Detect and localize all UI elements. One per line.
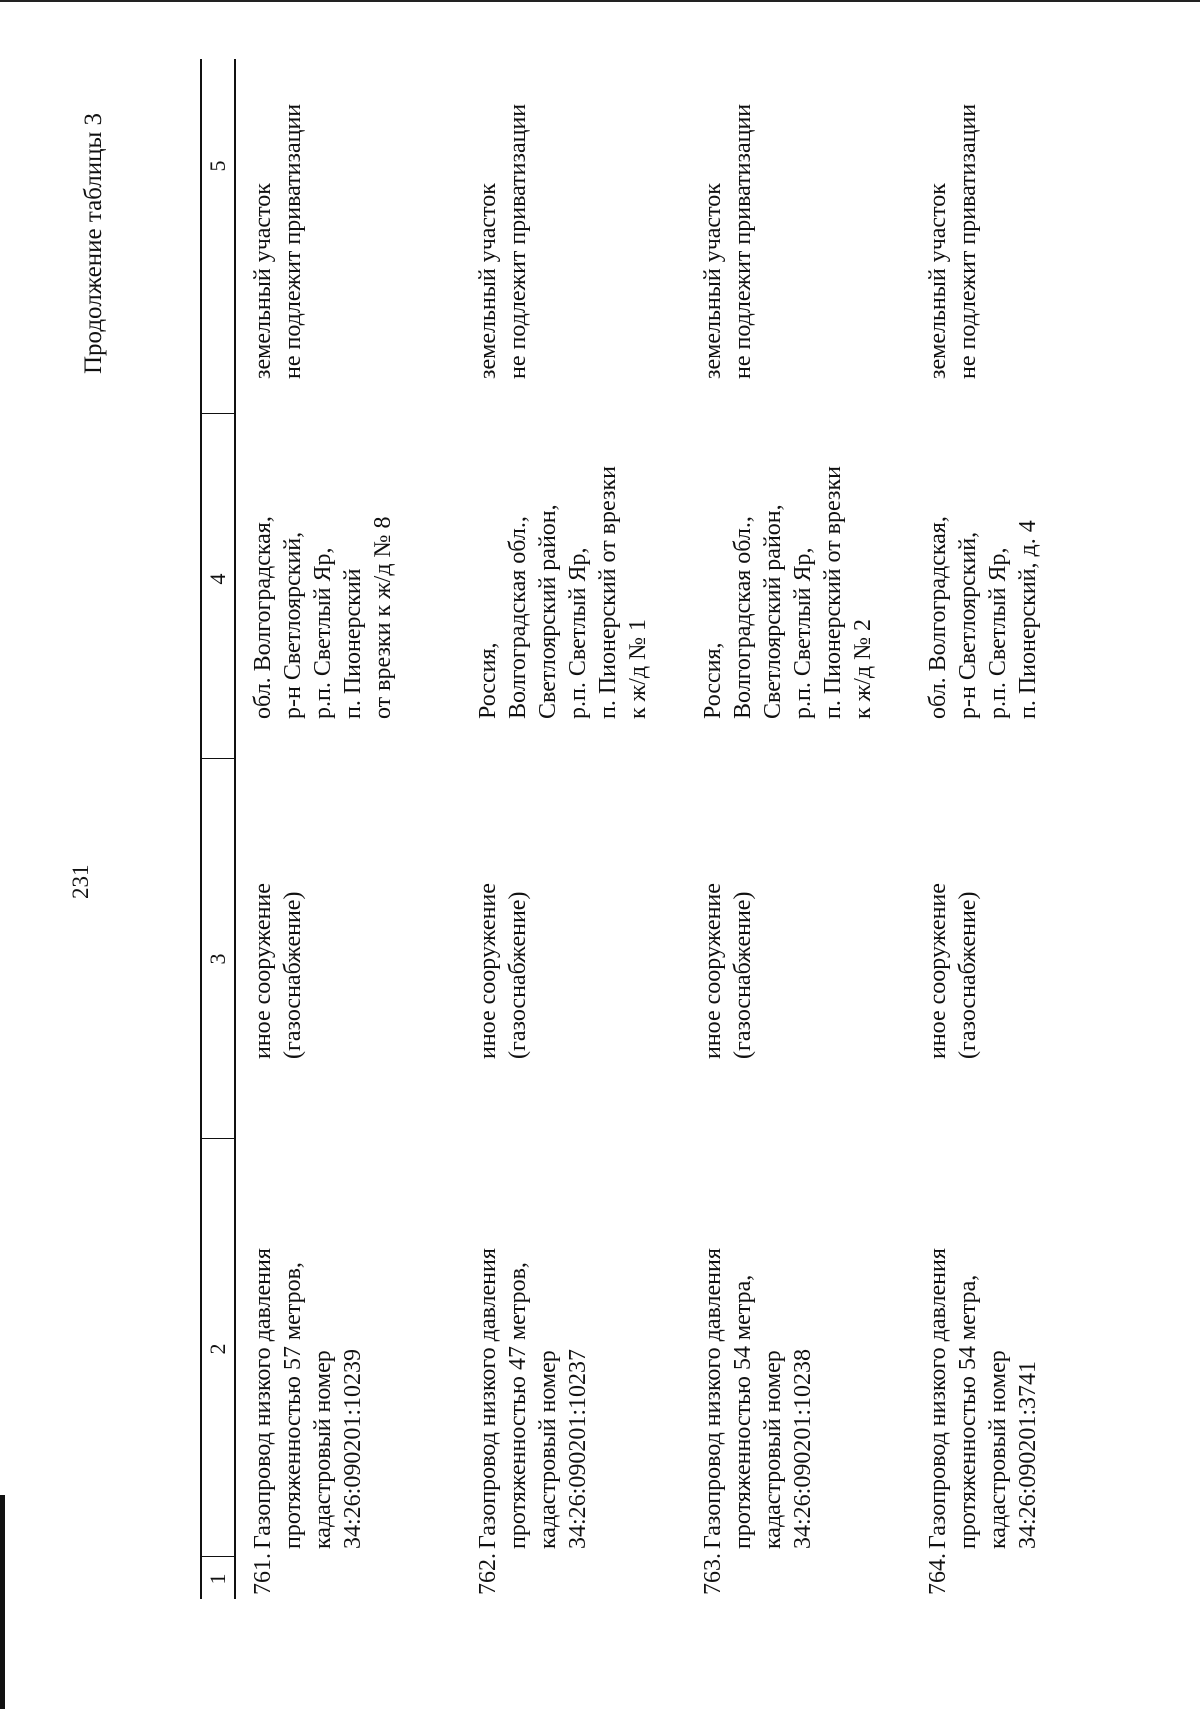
page-number: 231 (68, 864, 93, 899)
column-header-1: 1 (205, 1573, 230, 1585)
object-type: иное сооружение (газоснабжение) (700, 883, 756, 1059)
object-note: земельный участок не подлежит приватизации (475, 103, 531, 379)
object-name: Газопровод низкого давления протяженностью 54 метра, кадастровый номер 34:26:090201:10238 (700, 1248, 816, 1549)
row-number: 762. (475, 1553, 501, 1595)
object-name: Газопровод низкого давления протяженностью 54 метра, кадастровый номер 34:26:090201:3741 (925, 1248, 1041, 1549)
column-header-5: 5 (205, 160, 230, 172)
column-divider (202, 758, 234, 759)
column-header-4: 4 (205, 573, 230, 585)
table-header (202, 59, 236, 1599)
column-divider (202, 413, 234, 414)
column-header-2: 2 (205, 1343, 230, 1355)
object-address: обл. Волгоградская, р-н Светлоярский, р.п. Светлый Яр, п. Пионерский от врезки к ж/д № 8 (250, 516, 396, 719)
property-table (200, 59, 1136, 1599)
object-type: иное сооружение (газоснабжение) (250, 883, 306, 1059)
column-header-3: 3 (205, 953, 230, 965)
table-row (461, 59, 686, 1599)
table-row (911, 59, 1136, 1599)
object-type: иное сооружение (газоснабжение) (925, 883, 981, 1059)
object-name: Газопровод низкого давления протяженностью 57 метров, кадастровый номер 34:26:090201:10239 (250, 1248, 366, 1549)
column-divider (202, 1556, 234, 1557)
object-address: обл. Волгоградская, р-н Светлоярский, р.п. Светлый Яр, п. Пионерский, д. 4 (925, 516, 1041, 719)
object-address: Россия, Волгоградская обл., Светлоярский район, р.п. Светлый Яр, п. Пионерский от врезки к ж/д № 2 (700, 466, 876, 719)
row-number: 764. (925, 1553, 951, 1595)
continuation-label: Продолжение таблицы 3 (80, 112, 107, 374)
object-note: земельный участок не подлежит приватизации (700, 103, 756, 379)
table-row (686, 59, 911, 1599)
column-divider (202, 1138, 234, 1139)
object-type: иное сооружение (газоснабжение) (475, 883, 531, 1059)
object-note: земельный участок не подлежит приватизации (925, 103, 981, 379)
object-address: Россия, Волгоградская обл., Светлоярский район, р.п. Светлый Яр, п. Пионерский от врезки к ж/д № 1 (475, 466, 651, 719)
row-number: 761. (250, 1553, 276, 1595)
row-number: 763. (700, 1553, 726, 1595)
object-name: Газопровод низкого давления протяженностью 47 метров, кадастровый номер 34:26:090201:10237 (475, 1248, 591, 1549)
table-row (236, 59, 461, 1599)
object-note: земельный участок не подлежит приватизации (250, 103, 306, 379)
